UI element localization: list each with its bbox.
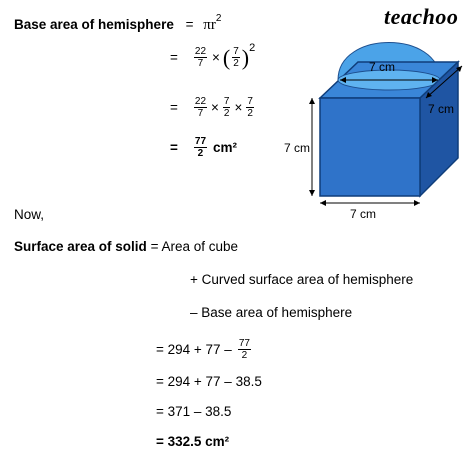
unit-text: cm² — [213, 139, 238, 155]
exponent: 2 — [249, 41, 256, 54]
cube-front-face — [320, 98, 420, 196]
fraction-77-2: $\frac{77}{2}$ — [194, 136, 207, 159]
fraction-7-2: $\frac{7}{2}$ — [223, 96, 230, 119]
bottom-dimension-label: 7 cm — [350, 207, 377, 221]
equals-sign: = — [185, 17, 194, 32]
equals-sign: = — [170, 49, 178, 65]
fraction-22-7: $\frac{22}{7}$ — [194, 46, 207, 69]
fraction-22-7: $\frac{22}{7}$ — [194, 96, 207, 119]
left-dimension-label: 7 cm — [284, 141, 311, 155]
base-area-line: – Base area of hemisphere — [190, 305, 353, 320]
surface-area-label: Surface area of solid — [14, 239, 147, 254]
calc-line-2: = 294 + 77 – 38.5 — [156, 374, 262, 389]
teachoo-logo: teachoo — [384, 4, 459, 29]
fraction-77-2: $\frac{77}{2}$ — [238, 338, 250, 361]
times-sign: × — [212, 49, 220, 65]
exponent: 2 — [215, 13, 222, 24]
equals-sign: = — [170, 139, 178, 155]
calc-line-1: = 294 + 77 – $\frac{77}{2}$ — [156, 338, 250, 361]
calc-line-4: = 332.5 cm² — [156, 434, 230, 449]
calc-line-3: = 371 – 38.5 — [156, 404, 232, 419]
times-sign: × — [211, 99, 219, 115]
top-dimension-label: 7 cm — [369, 60, 396, 74]
fraction-7-2: $\frac{7}{2}$ — [233, 46, 239, 69]
curved-surface-line: + Curved surface area of hemisphere — [190, 272, 414, 287]
left-paren: ( — [222, 44, 231, 70]
fraction-7-2: $\frac{7}{2}$ — [247, 96, 253, 119]
base-area-label: Base area of hemisphere — [14, 17, 174, 32]
times-sign: × — [234, 99, 243, 115]
right-dimension-label: 7 cm — [428, 102, 455, 116]
pi-r-text: πr — [203, 17, 216, 33]
area-of-cube-text: = Area of cube — [146, 239, 239, 254]
equals-sign: = — [170, 99, 178, 115]
right-paren: ) — [241, 44, 250, 70]
now-text: Now, — [14, 207, 45, 222]
